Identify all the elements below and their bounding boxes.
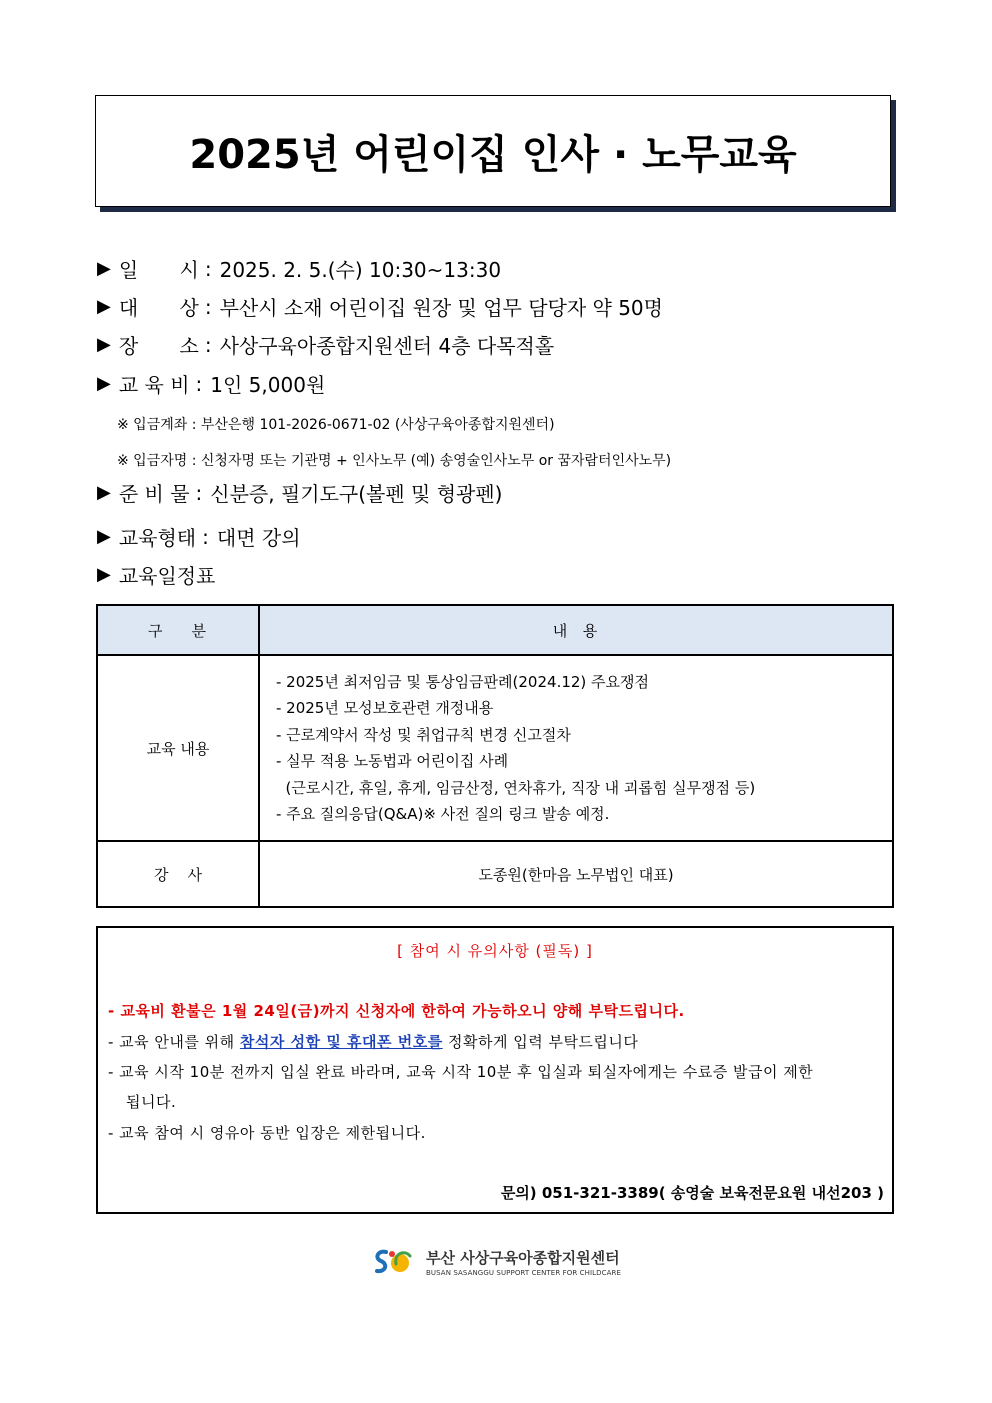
triangle-right-icon: ▶ (97, 564, 111, 585)
format-label: 교육형태 (118, 526, 197, 550)
list-item: - 2025년 최저임금 및 통상임금판례(2024.12) 주요쟁점 (276, 672, 650, 691)
info-fee-row (97, 369, 325, 398)
format-value: 대면 강의 (216, 526, 301, 550)
notice-children: - 교육 참여 시 영유아 동반 입장은 제한됩니다. (108, 1124, 426, 1142)
colon: : (204, 332, 212, 357)
colon: : (195, 371, 203, 396)
target-label: 대 상 (118, 296, 199, 320)
page-title: 2025년 어린이집 인사 · 노무교육 (189, 131, 797, 178)
table-header-row (97, 605, 893, 655)
note-account: ※ 입금계좌 : 부산은행 101-2026-0671-02 (사상구육아종합지원센터) (117, 417, 555, 433)
triangle-right-icon: ▶ (97, 373, 111, 394)
lecturer-value: 도종원(한마음 노무법인 대표) (259, 841, 893, 907)
info-format-row (97, 522, 301, 551)
triangle-right-icon: ▶ (97, 334, 111, 355)
row-label-content: 교육 내용 (97, 655, 259, 841)
place-value: 사상구육아종합지원센터 4층 다목적홀 (219, 334, 555, 358)
table-row (97, 841, 893, 907)
schedule-table (96, 604, 894, 908)
logo-text (426, 1247, 621, 1277)
note-depositor: ※ 입금자명 : 신청자명 또는 기관명 + 인사노무 (예) 송영술인사노무 or 꿈자람터인사노무) (117, 453, 672, 469)
date-value: 2025. 2. 5.(수) 10:30~13:30 (219, 258, 502, 282)
triangle-right-icon: ▶ (97, 296, 111, 317)
org-name-ko: 부산 사상구육아종합지원센터 (426, 1249, 620, 1267)
info-schedule-row (97, 560, 215, 589)
colon: : (204, 256, 212, 281)
date-label: 일 시 (118, 258, 199, 282)
notice-title: [ 참여 시 유의사항 (필독) ] (397, 942, 593, 960)
triangle-right-icon: ▶ (97, 482, 111, 503)
info-date-row (97, 254, 501, 283)
row-content-list (259, 655, 893, 841)
schedule-label: 교육일정표 (118, 564, 216, 588)
list-item: - 근로계약서 작성 및 취업규칙 변경 신고절차 (276, 725, 571, 744)
notice-refund: - 교육비 환불은 1월 24일(금)까지 신청자에 한하여 가능하오니 양해 부탁드립니다. (108, 1002, 685, 1020)
colon: : (204, 294, 212, 319)
contact-info: 문의) 051-321-3389( 송영술 보육전문요원 내선203 ) (500, 1184, 884, 1202)
triangle-right-icon: ▶ (97, 258, 111, 279)
list-item: (근로시간, 휴일, 휴게, 임금산정, 연차휴가, 직장 내 괴롭힘 실무쟁점 등) (276, 778, 756, 797)
title-box (95, 95, 891, 207)
info-target-row (97, 292, 663, 321)
notice-box (96, 926, 894, 1214)
table-header-content: 내 용 (259, 605, 893, 655)
row-label-lecturer: 강 사 (97, 841, 259, 907)
info-place-row (97, 330, 554, 359)
list-item: - 주요 질의응답(Q&A)※ 사전 질의 링크 발송 예정. (276, 805, 610, 823)
table-row (97, 655, 893, 841)
table-header-category: 구 분 (97, 605, 259, 655)
highlight-link: 참석자 성함 및 휴대폰 번호를 (239, 1033, 443, 1051)
notice-attendance-cont: 됩니다. (126, 1093, 177, 1111)
notice-info: - 교육 안내를 위해 참석자 성함 및 휴대폰 번호를 정확하게 입력 부탁드립니다 (108, 1033, 639, 1051)
prep-value: 신분증, 필기도구(볼펜 및 형광펜) (210, 482, 503, 506)
info-prep-row (97, 478, 502, 507)
fee-label: 교 육 비 (118, 373, 190, 397)
notice-attendance: - 교육 시작 10분 전까지 입실 완료 바라며, 교육 시작 10분 후 입실과 퇴실자에게는 수료증 발급이 제한 (108, 1063, 814, 1081)
list-item: - 실무 적용 노동법과 어린이집 사례 (276, 752, 509, 770)
prep-label: 준 비 물 (118, 482, 190, 506)
triangle-right-icon: ▶ (97, 526, 111, 547)
org-logo (372, 1246, 621, 1278)
list-item: - 2025년 모성보호관련 개정내용 (276, 699, 494, 717)
colon: : (195, 480, 203, 505)
org-name-en: BUSAN SASANGGU SUPPORT CENTER FOR CHILDCARE (426, 1269, 622, 1277)
fee-value: 1인 5,000원 (210, 373, 326, 397)
colon: : (202, 524, 209, 549)
sc-logo-icon (372, 1246, 420, 1278)
place-label: 장 소 (118, 334, 199, 358)
target-value: 부산시 소재 어린이집 원장 및 업무 담당자 약 50명 (219, 296, 663, 320)
